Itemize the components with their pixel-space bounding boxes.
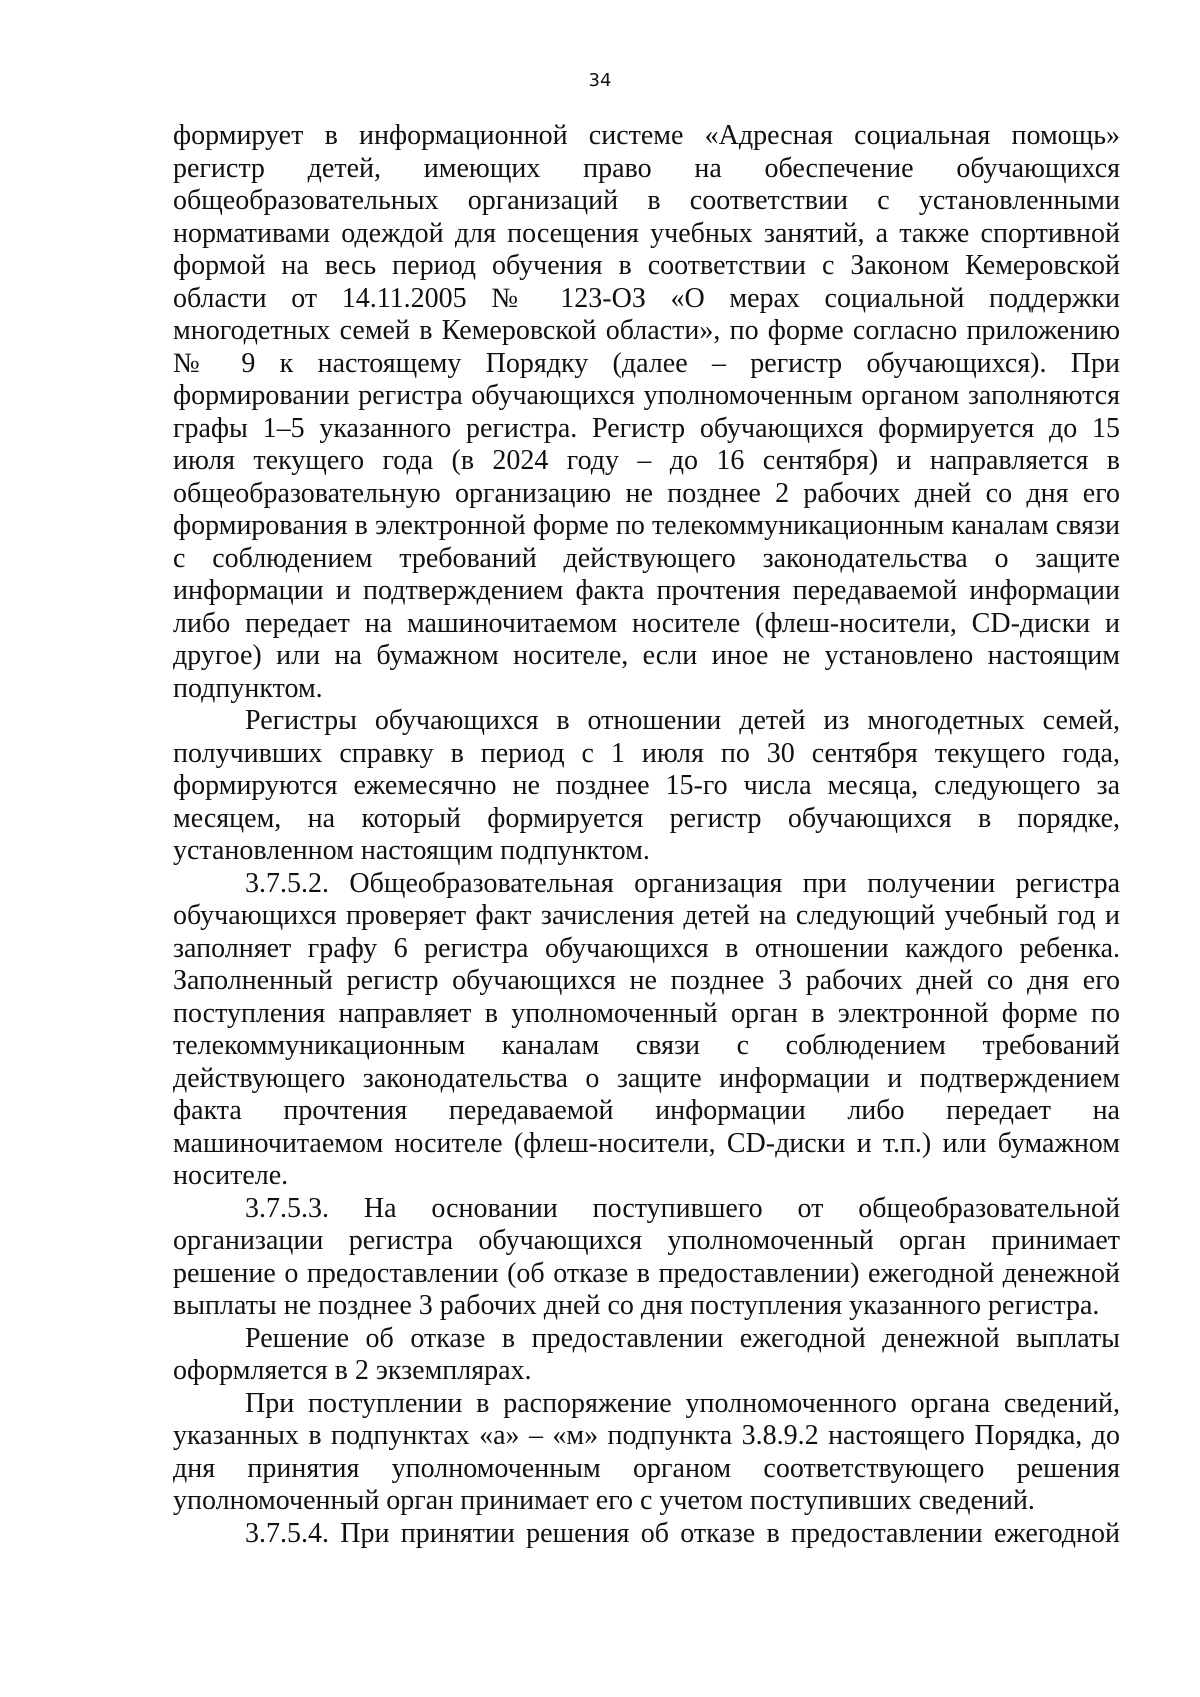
paragraph-3-7-5-4: 3.7.5.4. При принятии решения об отказе в предоставлении ежегодной — [245, 1517, 1120, 1549]
paragraph-register-formation: формирует в информационной системе «Адресная социальная помощь» регистр детей, имеющих право на обеспечение обучающихся общеобразовательных организаций в соответствии с установленными нормативами одеждой для посещения учебных занятий, а также спортивной формой на весь период обучения в соответствии с Законом Кемеровской области от 14.11.2005 № 123-ОЗ «О мерах социальной поддержки многодетных семей в Кемеровской области», по форме согласно приложению № 9 к настоящему Порядку (далее – регистр обучающихся). При формировании регистра обучающихся уполномоченным органом заполняются графы 1–5 указанного регистра. Регистр обучающихся формируется до 15 июля текущего года (в 2024 году – до 16 сентября) и направляется в общеобразовательную организацию не позднее 2 рабочих дней со дня его формирования в электронной форме по телекоммуникационным каналам связи с соблюдением требований действующего законодательства о защите информации и подтверждением факта прочтения передаваемой информации либо передает на машиночитаемом носителе (флеш-носители, CD-диски и другое) или на бумажном носителе, если иное не установлено настоящим подпунктом. — [173, 120, 1120, 704]
page-number: 34 — [588, 70, 612, 91]
paragraph-3-7-5-2: 3.7.5.2. Общеобразовательная организация при получении регистра обучающихся проверяет факт зачисления детей на следующий учебный год и заполняет графу 6 регистра обучающихся в отношении каждого ребенка. Заполненный регистр обучающихся не позднее 3 рабочих дней со дня его поступления направляет в уполномоченный орган в электронной форме по телекоммуникационным каналам связи с соблюдением требований действующего законодательства о защите информации и подтверждением факта прочтения передаваемой информации либо передает на машиночитаемом носителе (флеш-носители, CD-диски и т.п.) или бумажном носителе. — [173, 867, 1120, 1191]
paragraph-received-information: При поступлении в распоряжение уполномоченного органа сведений, указанных в подпунктах «а» – «м» подпункта 3.8.9.2 настоящего Порядка, до дня принятия уполномоченным органом соответствующего решения уполномоченный орган принимает его с учетом поступивших сведений. — [173, 1387, 1120, 1516]
document-body — [173, 120, 1120, 1550]
paragraph-monthly-registers: Регистры обучающихся в отношении детей из многодетных семей, получивших справку в период с 1 июля по 30 сентября текущего года, формируются ежемесячно не позднее 15-го числа месяца, следующего за месяцем, на который формируется регистр обучающихся в порядке, установленном настоящим подпунктом. — [173, 705, 1120, 866]
paragraph-3-7-5-3: 3.7.5.3. На основании поступившего от общеобразовательной организации регистра обучающихся уполномоченный орган принимает решение о предоставлении (об отказе в предоставлении) ежегодной денежной выплаты не позднее 3 рабочих дней со дня поступления указанного регистра. — [173, 1192, 1120, 1321]
paragraph-refusal-copies: Решение об отказе в предоставлении ежегодной денежной выплаты оформляется в 2 экземплярах. — [173, 1322, 1120, 1386]
